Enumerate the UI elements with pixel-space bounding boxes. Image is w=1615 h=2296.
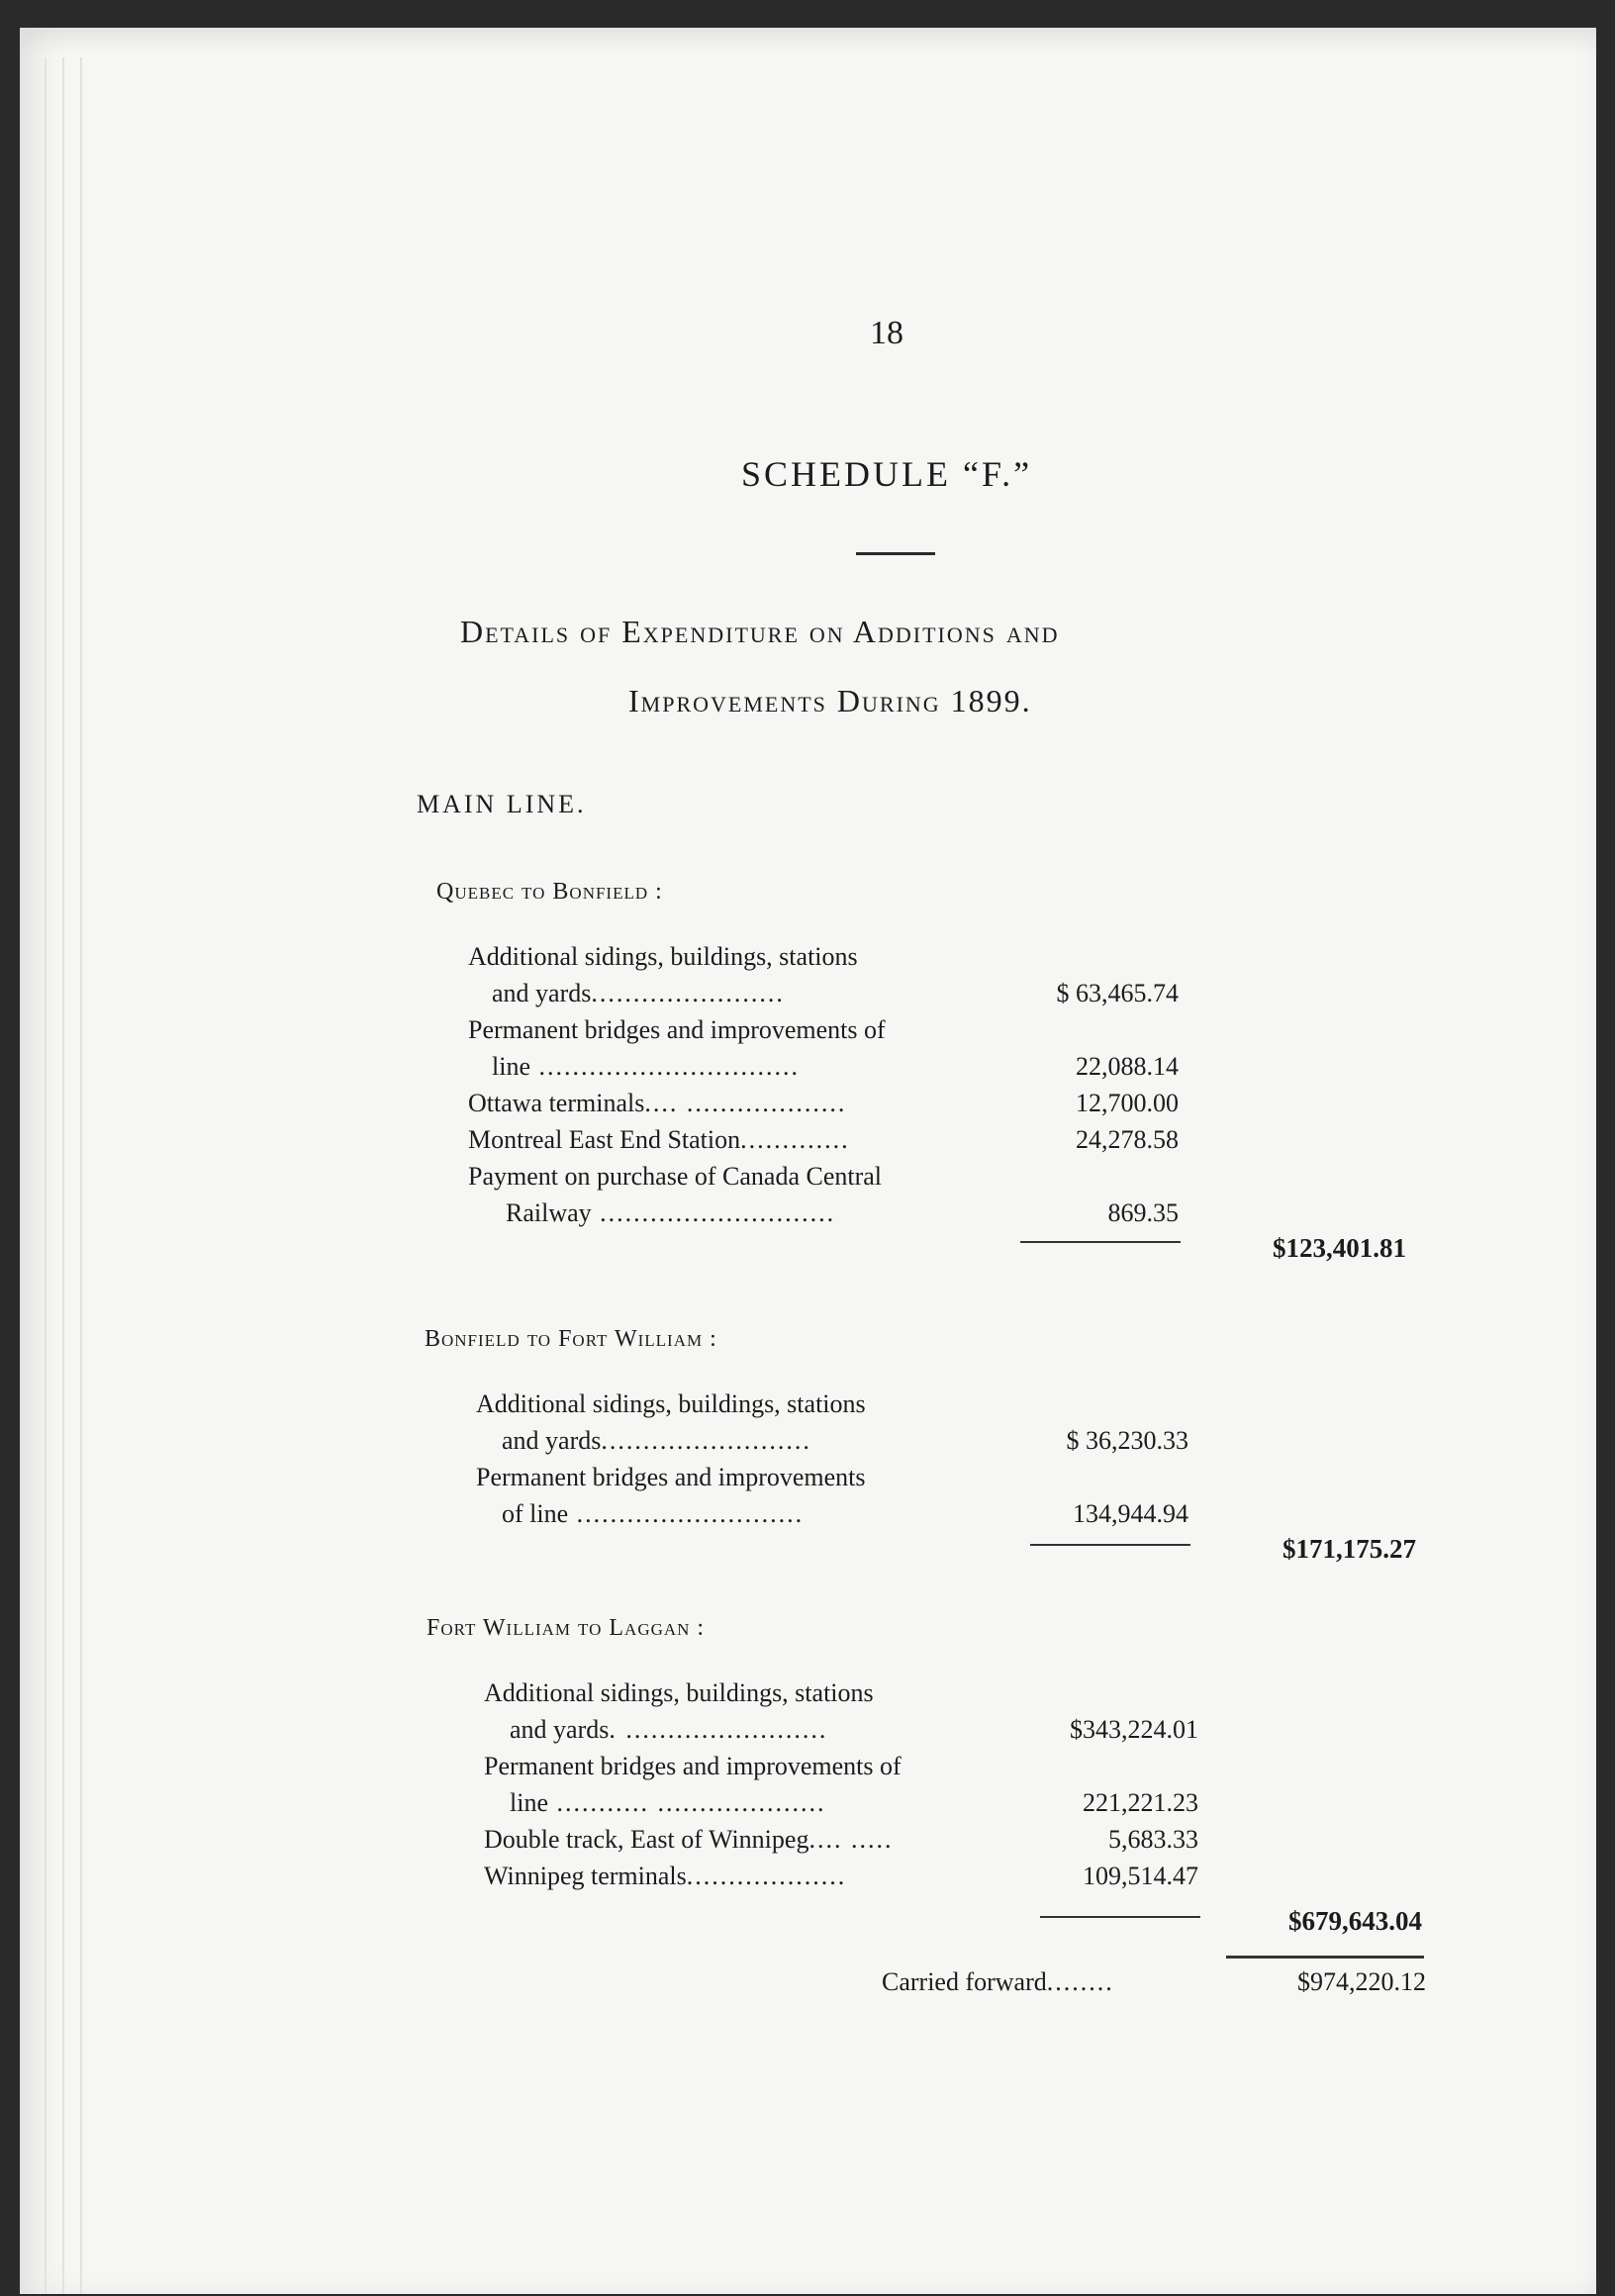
carried-forward-label: Carried forward........ — [882, 1967, 1114, 1996]
schedule-title: SCHEDULE “F.” — [741, 454, 1033, 494]
item-text: Additional sidings, buildings, stations — [484, 1678, 874, 1707]
item-text: line ............................... — [492, 1052, 800, 1081]
main-line-label: MAIN LINE. — [417, 790, 587, 818]
heading-line-2: Improvements During 1899. — [628, 683, 1032, 718]
page-number: 18 — [870, 315, 903, 351]
page-edge — [80, 57, 82, 2294]
item-amount: $ 36,230.33 — [1066, 1426, 1188, 1455]
item-amount: 24,278.58 — [1076, 1125, 1179, 1154]
item-text: Winnipeg terminals................... — [484, 1862, 847, 1890]
item-amount: 12,700.00 — [1076, 1089, 1179, 1117]
item-amount: 22,088.14 — [1076, 1052, 1179, 1081]
page-edge — [62, 57, 64, 2294]
total-rule — [1226, 1956, 1424, 1959]
item-text: Double track, East of Winnipeg.... ..... — [484, 1825, 894, 1854]
item-text: and yards......................... — [502, 1426, 811, 1455]
item-amount: 221,221.23 — [1083, 1788, 1198, 1817]
subtotal-rule — [1020, 1241, 1181, 1243]
item-amount: 5,683.33 — [1108, 1825, 1198, 1854]
item-text: line ........... .................... — [510, 1788, 826, 1817]
section-title-quebec-bonfield: Quebec to Bonfield : — [436, 879, 663, 905]
item-text: and yards. ........................ — [510, 1715, 828, 1744]
item-text: Permanent bridges and improvements of — [468, 1015, 886, 1044]
item-text: Payment on purchase of Canada Central — [468, 1162, 883, 1191]
item-text: of line ........................... — [502, 1499, 805, 1528]
item-text: Railway ............................ — [506, 1198, 836, 1227]
scanned-page — [20, 28, 1596, 2294]
item-text: Permanent bridges and improvements — [476, 1463, 866, 1491]
page-edge — [45, 57, 47, 2294]
title-rule — [856, 552, 935, 555]
item-amount: 869.35 — [1107, 1198, 1179, 1227]
section-total: $679,643.04 — [1288, 1906, 1422, 1936]
item-amount: $ 63,465.74 — [1056, 979, 1179, 1007]
subtotal-rule — [1040, 1916, 1200, 1918]
section-total: $171,175.27 — [1282, 1534, 1416, 1564]
item-text: Ottawa terminals.... ................... — [468, 1089, 847, 1117]
item-amount: 134,944.94 — [1073, 1499, 1188, 1528]
heading-line-1: Details of Expenditure on Additions and — [460, 614, 1060, 649]
item-text: Additional sidings, buildings, stations — [476, 1389, 866, 1418]
subtotal-rule — [1030, 1544, 1190, 1546]
section-title-fort-william-laggan: Fort William to Laggan : — [427, 1615, 706, 1641]
item-amount: 109,514.47 — [1083, 1862, 1198, 1890]
item-text: Additional sidings, buildings, stations — [468, 942, 858, 971]
item-amount: $343,224.01 — [1070, 1715, 1198, 1744]
item-text: Montreal East End Station............. — [468, 1125, 850, 1154]
section-title-bonfield-fort-william: Bonfield to Fort William : — [425, 1326, 717, 1352]
item-text: Permanent bridges and improvements of — [484, 1752, 902, 1780]
section-total: $123,401.81 — [1273, 1233, 1406, 1263]
item-text: and yards....................... — [492, 979, 785, 1007]
carried-forward-amount: $974,220.12 — [1297, 1967, 1426, 1996]
